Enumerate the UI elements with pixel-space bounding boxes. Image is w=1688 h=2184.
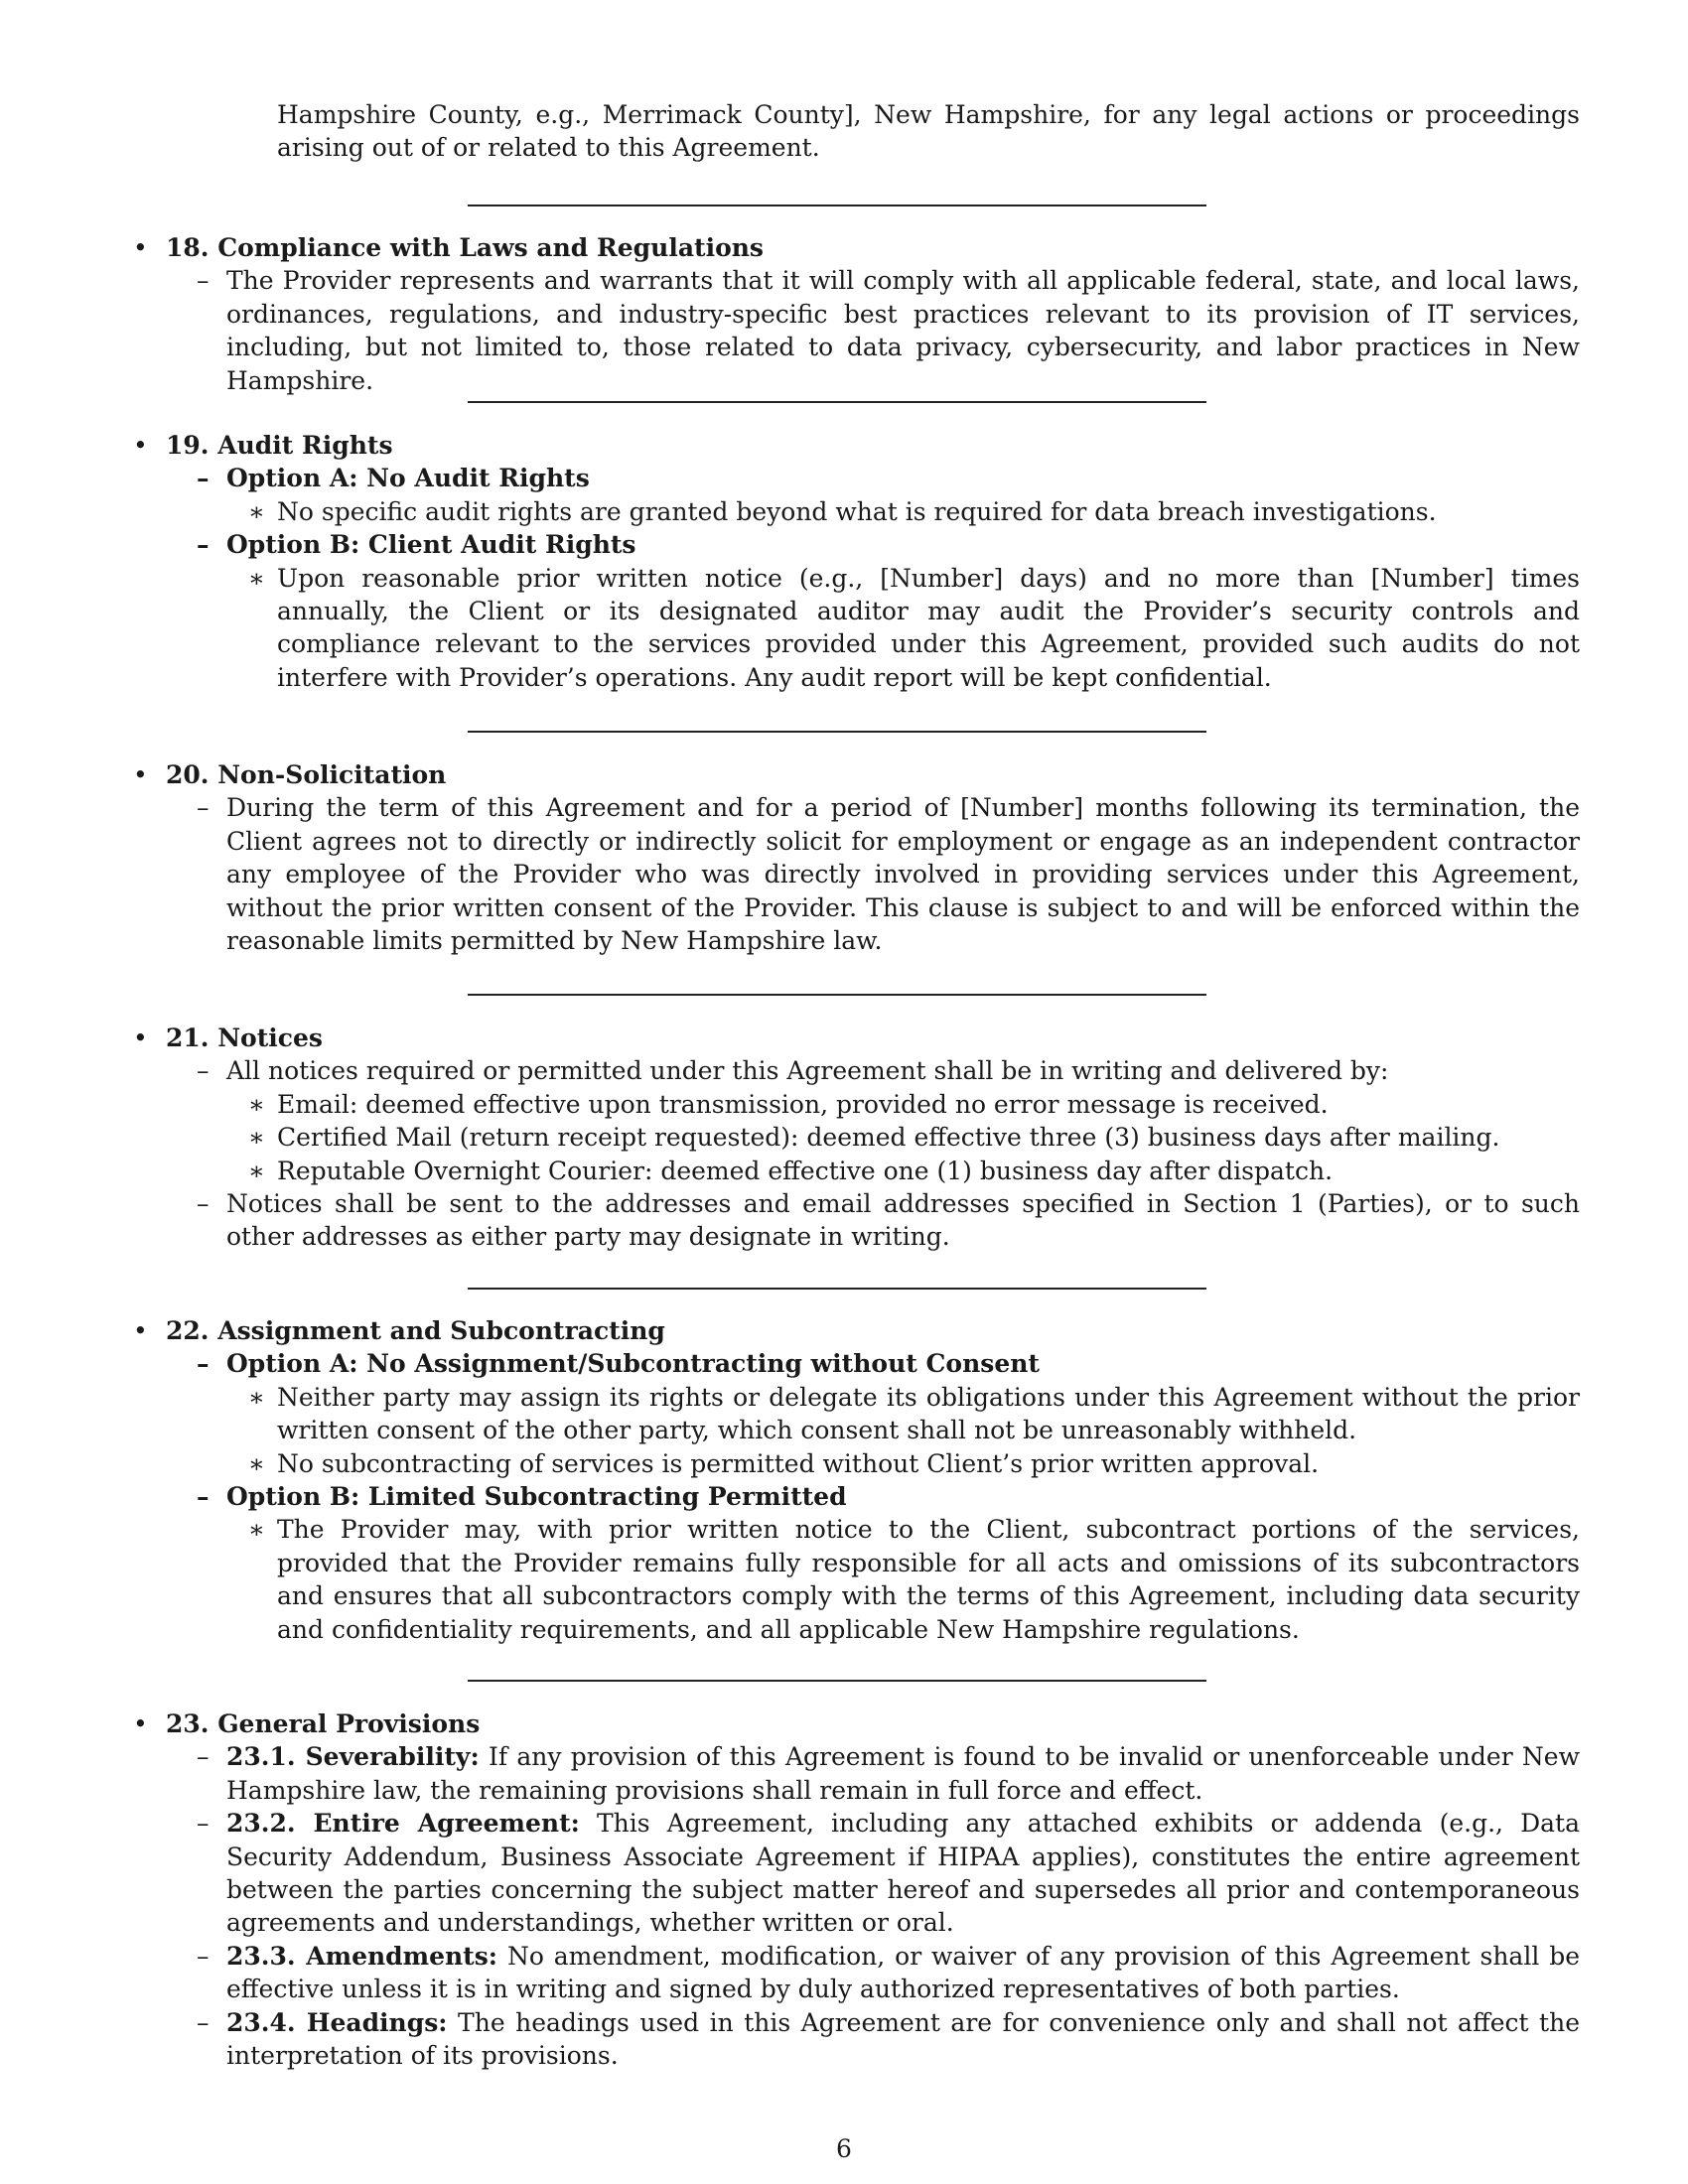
option-text: Upon reasonable prior written notice (e.g., [Number] days) and no more than [Number] times annually, the Client or its designated auditor may audit the Provider’s security controls and compliance relevant to the services provided under this Agreement, provided such audits do not interfere with Provider’s operations. Any audit report will be kept confidential. [277,563,1580,692]
clause-text: During the term of this Agreement and for a period of [Number] months following its termination, the Client agrees not to directly or indirectly solicit for employment or engage as an independent contractor any employee of the Provider who was directly involved in providing services under this Agreement, without the prior written consent of the Provider. This clause is subject to and will be enforced within the reasonable limits permitted by New Hampshire law. [226,793,1580,956]
section-title: 18. Compliance with Laws and Regulations [166,233,764,262]
option-title: Option A: No Audit Rights [226,464,590,493]
option-title: Option B: Limited Subcontracting Permitted [226,1482,847,1512]
asterisk-glyph: ∗ [248,1448,265,1478]
section-title: 20. Non-Solicitation [166,760,447,789]
option-item [248,495,1580,528]
section-heading [0,429,1688,462]
provision-text: If any provision of this Agreement is found to be invalid or unenforceable under New Hampshire law, the remaining provisions shall remain in full force and effect. [226,1742,1580,1805]
clause-item [197,791,1580,957]
dash-glyph: – [197,1941,210,1971]
option-heading [197,1480,1580,1513]
section-20 [0,758,1688,957]
continuation-paragraph: Hampshire County, e.g., Merrimack County], New Hampshire, for any legal actions or proceedings arising out of or related to this Agreement. [277,100,1580,163]
section-22 [0,1314,1688,1646]
section-divider [468,205,1206,206]
asterisk-glyph: ∗ [248,563,265,593]
delivery-method [248,1155,1580,1187]
section-heading [0,1707,1688,1740]
method-text: Reputable Overnight Courier: deemed effective one (1) business day after dispatch. [277,1156,1334,1185]
provision-item [197,2006,1580,2073]
bullet-glyph: • [133,1316,148,1345]
section-heading [0,1314,1688,1347]
dash-glyph: – [197,530,210,560]
bullet-glyph: • [133,1024,148,1052]
provision-label: 23.3. Amendments: [226,1941,498,1971]
section-title: 22. Assignment and Subcontracting [166,1316,665,1345]
option-heading [197,462,1580,494]
section-divider [468,1680,1206,1682]
dash-glyph: – [197,793,210,823]
section-heading [0,758,1688,791]
asterisk-glyph: ∗ [248,1382,265,1412]
option-heading [197,1347,1580,1380]
clause-text: All notices required or permitted under this Agreement shall be in writing and delivered by: [226,1056,1389,1086]
provision-text: This Agreement, including any attached exhibits or addenda (e.g., Data Security Addendum, Business Associate Agreement if HIPAA applies), constitutes the entire agreement between the parties concerning the subject matter hereof and supersedes all prior and contemporaneous agreements and understandings, whether written or oral. [226,1809,1580,1938]
provision-label: 23.1. Severability: [226,1742,480,1772]
section-title: 19. Audit Rights [166,431,393,460]
option-text: Neither party may assign its rights or delegate its obligations under this Agreement without the prior written consent of the other party, which consent shall not be unreasonably withheld. [277,1382,1580,1445]
dash-glyph: – [197,2007,210,2037]
section-divider [468,1288,1206,1290]
option-text: No subcontracting of services is permitted without Client’s prior written approval. [277,1448,1320,1478]
option-text: The Provider may, with prior written notice to the Client, subcontract portions of the services, provided that the Provider remains fully responsible for all acts and omissions of its subcontractors and ensures that all subcontractors comply with the terms of this Agreement, including data security and confidentiality requirements, and all applicable New Hampshire regulations. [277,1515,1580,1644]
option-item [248,562,1580,695]
asterisk-glyph: ∗ [248,1515,265,1545]
section-divider [468,994,1206,996]
clause-item [197,1054,1580,1087]
section-heading [0,231,1688,264]
dash-glyph: – [197,266,210,296]
option-title: Option B: Client Audit Rights [226,530,636,560]
bullet-glyph: • [133,431,148,460]
delivery-method [248,1088,1580,1121]
asterisk-glyph: ∗ [248,1089,265,1119]
dash-glyph: – [197,1482,210,1512]
dash-glyph: – [197,464,210,493]
section-23 [0,1707,1688,2072]
provision-item [197,1740,1580,1807]
dash-glyph: – [197,1189,210,1219]
method-text: Email: deemed effective upon transmission, provided no error message is received. [277,1089,1329,1119]
clause-item [197,1187,1580,1254]
provision-label: 23.2. Entire Agreement: [226,1809,580,1839]
option-item [248,1513,1580,1646]
section-divider [468,731,1206,733]
option-title: Option A: No Assignment/Subcontracting without Consent [226,1349,1040,1379]
provision-item [197,1807,1580,1940]
section-19 [0,429,1688,694]
section-title: 21. Notices [166,1024,323,1052]
provision-item [197,1940,1581,2006]
option-text: No specific audit rights are granted beyond what is required for data breach investigations. [277,496,1437,526]
section-title: 23. General Provisions [166,1709,481,1738]
method-text: Certified Mail (return receipt requested): deemed effective three (3) business days after mailing. [277,1123,1500,1153]
asterisk-glyph: ∗ [248,1156,265,1185]
bullet-glyph: • [133,1709,148,1738]
dash-glyph: – [197,1056,210,1086]
option-heading [197,528,1580,561]
section-heading [0,1022,1688,1054]
section-divider [468,401,1206,403]
dash-glyph: – [197,1742,210,1772]
section-18 [0,231,1688,397]
provision-label: 23.4. Headings: [226,2007,448,2037]
clause-text: Notices shall be sent to the addresses and email addresses specified in Section 1 (Parties), or to such other addresses as either party may designate in writing. [226,1189,1580,1252]
clause-text: The Provider represents and warrants that it will comply with all applicable federal, state, and local laws, ordinances, regulations, and industry-specific best practices relevant to its provision of IT services, including, but not limited to, those related to data privacy, cybersecurity, and labor practices in New Hampshire. [226,266,1580,395]
dash-glyph: – [197,1349,210,1379]
bullet-glyph: • [133,760,148,789]
provision-text: No amendment, modification, or waiver of any provision of this Agreement shall be effective unless it is in writing and signed by duly authorized representatives of both parties. [226,1941,1581,2004]
option-item [248,1447,1580,1480]
bullet-glyph: • [133,233,148,262]
page-number: 6 [836,2134,852,2163]
delivery-method [248,1121,1580,1154]
asterisk-glyph: ∗ [248,1123,265,1153]
dash-glyph: – [197,1809,210,1839]
option-item [248,1381,1580,1447]
clause-item [197,264,1580,397]
asterisk-glyph: ∗ [248,496,265,526]
provision-text: The headings used in this Agreement are for convenience only and shall not affect the interpretation of its provisions. [226,2007,1580,2071]
section-21 [0,1022,1688,1254]
